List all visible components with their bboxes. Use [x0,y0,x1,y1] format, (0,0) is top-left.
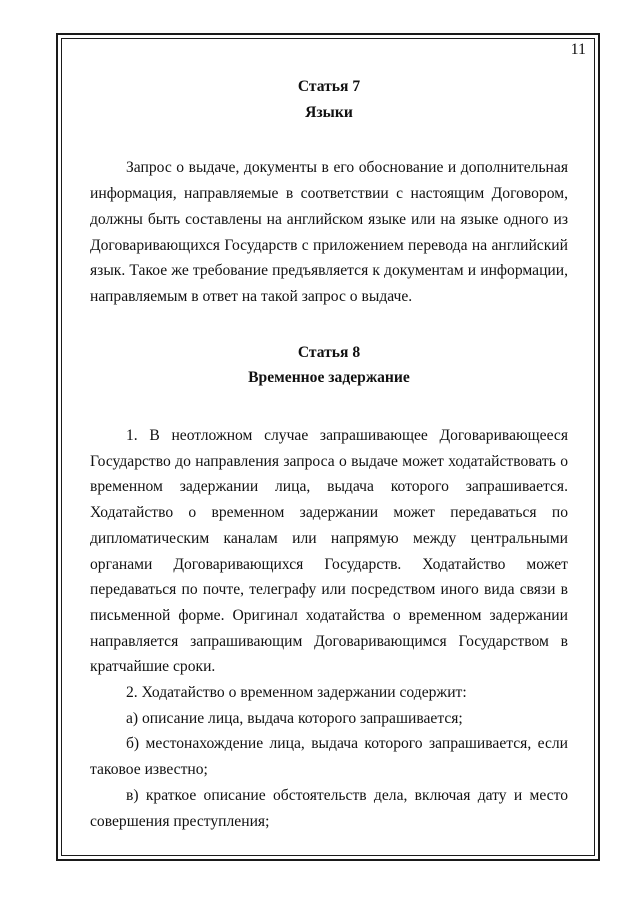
article-8-item-b: б) местонахождение лица, выдача которого запрашивается, если таковое известно; [90,735,568,779]
page-number: 11 [570,41,586,58]
article-8-paragraph-1: 1. В неотложном случае запрашивающее Договаривающееся Государство до направления запроса о выдаче может ходатайствовать о временном задержании лица, выдача которого запрашивается. Ходатайство о временном задержании может передаваться по дипломатическим каналам или напрямую между центральными органами Договаривающихся Государств. Ходатайство может передаваться по почте, телеграфу или посредством иного вида связи в письменной форме. Оригинал ходатайства о временном задержании направляется запрашивающим Договаривающимся Государством в кратчайшие сроки. [90,427,568,676]
article-7-paragraph: Запрос о выдаче, документы в его обоснование и дополнительная информация, направляемые в соответствии с настоящим Договором, должны быть составлены на английском языке или на языке одного из Договаривающихся Государств с приложением перевода на английский язык. Такое же требование предъявляется к документам и информации, направляемым в ответ на такой запрос о выдаче. [90,159,568,305]
article-7-subtitle: Языки [305,103,353,121]
article-8-item-a: а) описание лица, выдача которого запрашивается; [126,709,463,727]
document-body [90,72,568,834]
article-8-subtitle: Временное задержание [248,369,410,387]
article-8-title: Статья 8 [297,343,361,361]
article-7-title: Статья 7 [297,78,361,95]
article-8-paragraph-2: 2. Ходатайство о временном задержании содержит: [126,684,467,702]
article-8-item-c: в) краткое описание обстоятельств дела, включая дату и место совершения преступления; [90,786,568,830]
